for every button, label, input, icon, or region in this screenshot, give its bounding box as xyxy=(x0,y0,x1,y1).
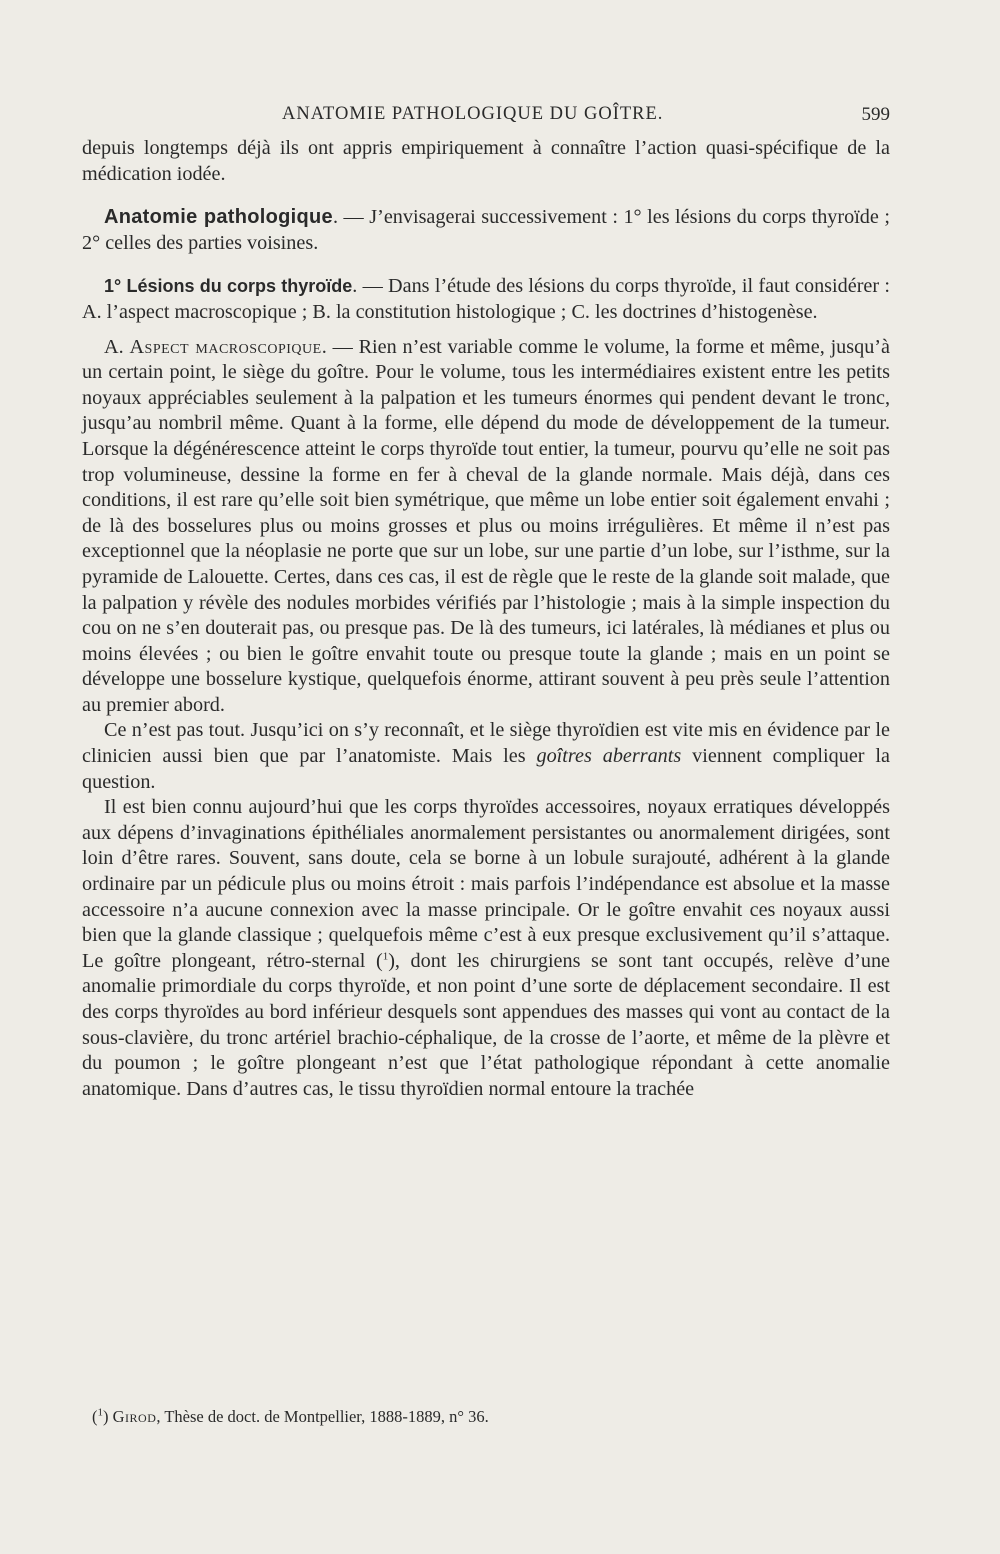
footnote: ($^1$) Girod, Thèse de doct. de Montpellier, 1888-1889, n° 36. xyxy=(92,1406,489,1426)
running-header xyxy=(82,100,890,130)
paragraph-continuation: depuis longtemps déjà ils ont appris empiriquement à connaître l’action quasi-spécifique de la médication iodée. xyxy=(82,137,890,185)
footnote-text: , Thèse de doct. de Montpellier, 1888-1889, n° 36. xyxy=(156,1407,489,1426)
paragraph-accessoires xyxy=(82,795,890,1102)
paragraph-text: . — Rien n’est variable comme le volume, la forme et même, jusqu’à un certain point, le siège du goître. Pour le volume, tous les intermédiaires existent entre les petits noyaux appréciables seulement à la palpation et les tumeurs énormes qui pendent devant le tronc, jusqu’au nombril même. Quant à la forme, elle dépend du mode de développement de la tumeur. Lorsque la dégénérescence atteint le corps thyroïde tout entier, la tumeur, pourvu qu’elle ne soit pas trop volumineuse, dessine la forme en fer à cheval de la glande normale. Mais déjà, dans ces conditions, il est rare qu’elle soit bien symétrique, que même un lobe entier soit également envahi ; de là des bosselures plus ou moins grosses et plus ou moins irrégulières. Et même il n’est pas exceptionnel que la néoplasie ne porte que sur un lobe, sur une partie d’un lobe, sur l’isthme, sur la pyramide de Lalouette. Certes, dans ces cas, il est de règle que le reste de la glande soit malade, que la palpation y révèle des nodules morbides vérifiés par l’histologie ; mais à la simple inspection du cou on ne s’en douterait pas, ou presque pas. De là des tumeurs, ici latérales, là médianes et plus ou moins élevées ; ou bien le goître envahit toute ou presque toute la glande ; mais en un point se développe une bosselure kystique, quelquefois énorme, attirant souvent à peu près seule l’attention au premier abord. xyxy=(82,335,890,716)
subsection-letter: A. xyxy=(104,335,130,358)
running-title: ANATOMIE PATHOLOGIQUE DU GOÎTRE. xyxy=(282,104,664,124)
footnote-marker: 1 xyxy=(97,1406,103,1419)
italic-term: goîtres aberrants xyxy=(536,745,682,768)
paragraph-text: . — Dans l’étude des lésions du corps thyroïde, il faut considérer : A. l’aspect macroscopique ; B. la constitution histologique ; C. les doctrines d’histogenèse. xyxy=(82,275,891,323)
paragraph-text: . — J’envisagerai successivement : 1° les lésions du corps thyroïde ; 2° celles des parties voisines. xyxy=(82,206,890,254)
subsection-heading: 1° Lésions du corps thyroïde xyxy=(104,276,353,297)
paragraph-aberrants xyxy=(82,718,890,795)
paragraph-anatomie xyxy=(82,205,890,256)
body-text xyxy=(82,136,890,1102)
page-number: 599 xyxy=(861,104,890,125)
subsection-heading: Aspect macroscopique xyxy=(129,335,322,358)
footnote-reference: 1 xyxy=(382,950,389,963)
paragraph-text: Ce n’est pas tout. Jusqu’ici on s’y reconnaît, et le siège thyroïdien est vite mis en évidence par le clinicien aussi bien que par l’anatomiste. Mais les xyxy=(82,719,890,768)
paragraph-text: ), dont les chirurgiens se sont tant occupés, relève d’une anomalie primordiale du corps thyroïde, et non point d’une sorte de déplacement secondaire. Il est des corps thyroïdes au bord inférieur desquels sont appendues des masses qui vont au contact de la sous-clavière, du tronc artériel brachio-céphalique, de la crosse de l’aorte, et même de la plèvre et du poumon ; le goître plongeant n’est que l’état pathologique répondant à cette anomalie anatomique. Dans d’autres cas, le tissu thyroïdien normal entoure la trachée xyxy=(82,949,890,1100)
paragraph-lesions xyxy=(82,274,890,325)
paragraph-text: viennent compliquer la question. xyxy=(82,745,891,793)
paragraph-aspect xyxy=(82,335,890,719)
paragraph-text: Il est bien connu aujourd’hui que les corps thyroïdes accessoires, noyaux erratiques développés aux dépens d’invaginations épithéliales anormalement persistantes ou anormalement dirigées, sont loin d’être rares. Souvent, sans doute, cela se borne à un lobule surajouté, adhérent à la glande ordinaire par un pédicule plus ou moins étroit : mais parfois l’indépendance est absolue et la masse accessoire n’a aucune connexion avec la masse principale. Or le goître envahit ces noyaux aussi bien que la glande classique ; quelquefois même c’est à eux presque exclusivement qu’il s’attaque. Le goître plongeant, rétro-sternal ( xyxy=(82,796,890,972)
footnote-author: Girod xyxy=(112,1407,157,1426)
section-heading: Anatomie pathologique xyxy=(104,206,333,229)
